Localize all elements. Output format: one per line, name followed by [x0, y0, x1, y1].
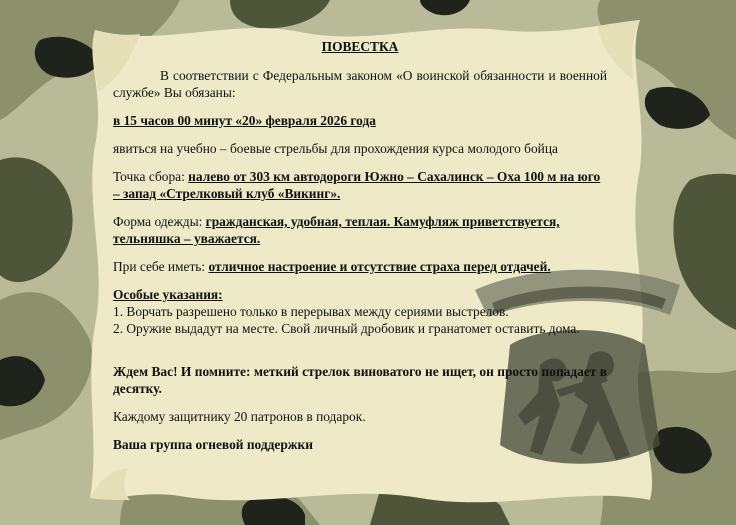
- special-title: Особые указания:: [113, 287, 223, 302]
- bring-label: При себе иметь:: [113, 259, 209, 274]
- appear-text: явиться на учебно – боевые стрельбы для прохождения курса молодого бойца: [113, 141, 558, 156]
- closing-text: Ждем Вас! И помните: меткий стрелок виноватого не ищет, он просто попадает в десятку.: [113, 364, 607, 396]
- gathering-label: Точка сбора:: [113, 169, 189, 184]
- special-item-2: 2. Оружие выдадут на месте. Свой личный дробовик и гранатомет оставить дома.: [113, 321, 580, 336]
- notice-document: [113, 38, 607, 453]
- intro-text: В соответствии с Федеральным законом «О воинской обязанности и военной службе» Вы обязаны:: [113, 68, 607, 100]
- gift-text: Каждому защитнику 20 патронов в подарок.: [113, 409, 366, 424]
- gathering-point: [113, 168, 607, 202]
- datetime-text: в 15 часов 00 минут «20» февраля 2026 года: [113, 113, 376, 128]
- gathering-value: налево от 303 км автодороги Южно – Сахалинск – Оха 100 м на юго – запад «Стрелковый клуб «Викинг».: [113, 169, 601, 201]
- dress-label: Форма одежды:: [113, 214, 206, 229]
- special-item-1: 1. Ворчать разрешено только в перерывах между сериями выстрелов.: [113, 304, 509, 319]
- bring-value: отличное настроение и отсутствие страха перед отдачей.: [208, 259, 551, 274]
- dress-code: [113, 213, 607, 247]
- signature: Ваша группа огневой поддержки: [113, 437, 313, 452]
- notice-title: ПОВЕСТКА: [321, 39, 399, 54]
- bring-items: [113, 258, 607, 275]
- dress-value: гражданская, удобная, теплая. Камуфляж приветствуется, тельняшка – уважается.: [113, 214, 560, 246]
